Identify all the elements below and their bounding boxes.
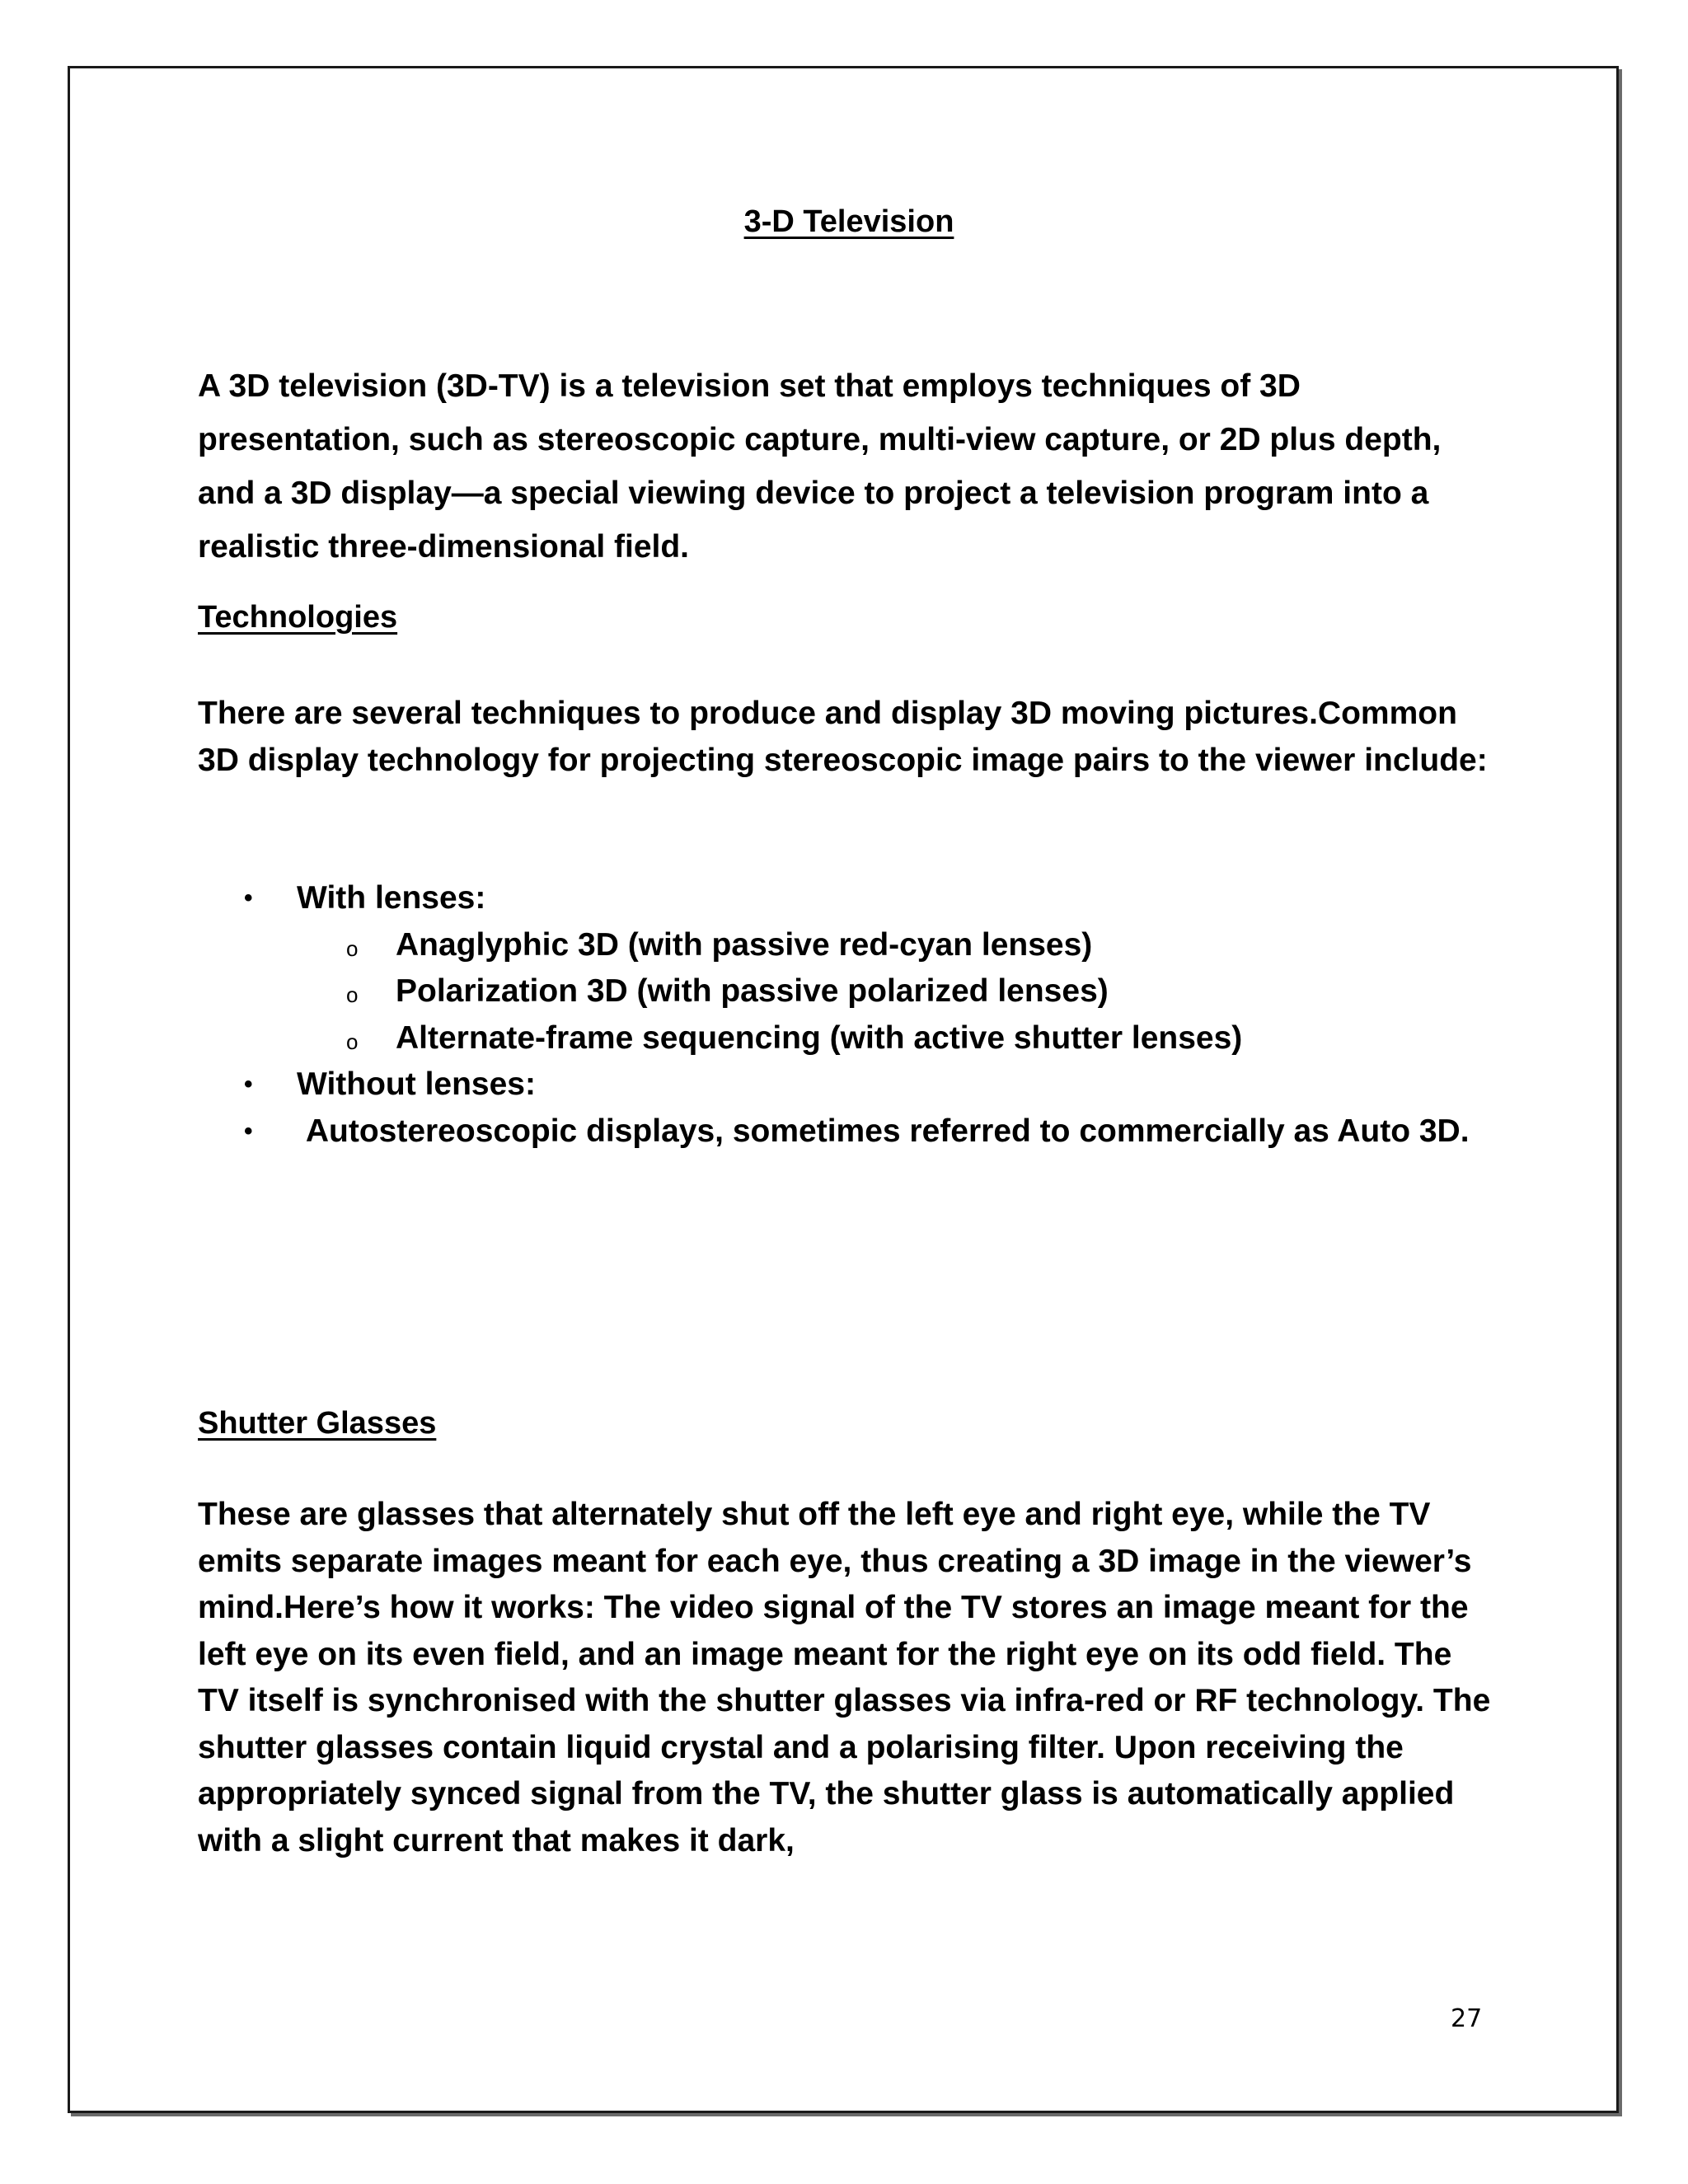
technologies-heading: Technologies <box>198 600 398 635</box>
sub-list-item-label: Anaglyphic 3D (with passive red-cyan lenses) <box>396 926 1093 963</box>
sub-list-item-alternate-frame <box>198 1015 1500 1062</box>
intro-term: A 3D television (3D-TV) <box>198 368 551 404</box>
bullet-icon: • <box>244 1117 253 1145</box>
list-item-label: Without lenses: <box>297 1066 536 1102</box>
technologies-list <box>198 875 1500 1155</box>
bullet-icon: • <box>244 884 253 912</box>
list-item-label: Autostereoscopic displays, sometimes referred to commercially as Auto 3D. <box>297 1113 1470 1149</box>
intro-paragraph <box>198 359 1500 574</box>
page-title: 3-D Television <box>743 204 954 239</box>
sub-bullet-icon: o <box>346 935 359 961</box>
intro-text: is a television set that employs techniques of 3D presentation, such as stereoscopic capture, multi-view capture, or 2D plus depth, and a 3D display—a special viewing device to project a television program into a realistic three-dimensional field. <box>198 368 1442 565</box>
technologies-paragraph: There are several techniques to produce and display 3D moving pictures.Common 3D display technology for projecting stereoscopic image pairs to the viewer include: <box>198 696 1488 778</box>
sub-list-item-label: Alternate-frame sequencing (with active shutter lenses) <box>396 1019 1243 1056</box>
list-item-with-lenses <box>198 875 1500 922</box>
sub-bullet-icon: o <box>346 982 359 1007</box>
sub-list-item-polarization <box>198 968 1500 1015</box>
list-item-without-lenses <box>198 1062 1500 1108</box>
shutter-glasses-paragraph: These are glasses that alternately shut off the left eye and right eye, while the TV emits separate images meant for each eye, thus creating a 3D image in the viewer’s mind.Here’s how it works: The video signal of the TV stores an image meant for the left eye on its even field, and an image meant for the right eye on its odd field. The TV itself is synchronised with the shutter glasses via infra-red or RF technology. The shutter glasses contain liquid crystal and a polarising filter. Upon receiving the appropriately synced signal from the TV, the shutter glass is automatically applied with a slight current that makes it dark, <box>198 1497 1491 1858</box>
sub-list-item-anaglyphic <box>198 922 1500 969</box>
list-item-autostereoscopic <box>198 1108 1500 1155</box>
sub-bullet-icon: o <box>346 1029 359 1054</box>
sub-list-item-label: Polarization 3D (with passive polarized lenses) <box>396 973 1109 1009</box>
shutter-glasses-heading: Shutter Glasses <box>198 1406 437 1441</box>
list-item-label: With lenses: <box>297 880 486 916</box>
bullet-icon: • <box>244 1071 253 1098</box>
page-number: 27 <box>1451 2004 1483 2033</box>
